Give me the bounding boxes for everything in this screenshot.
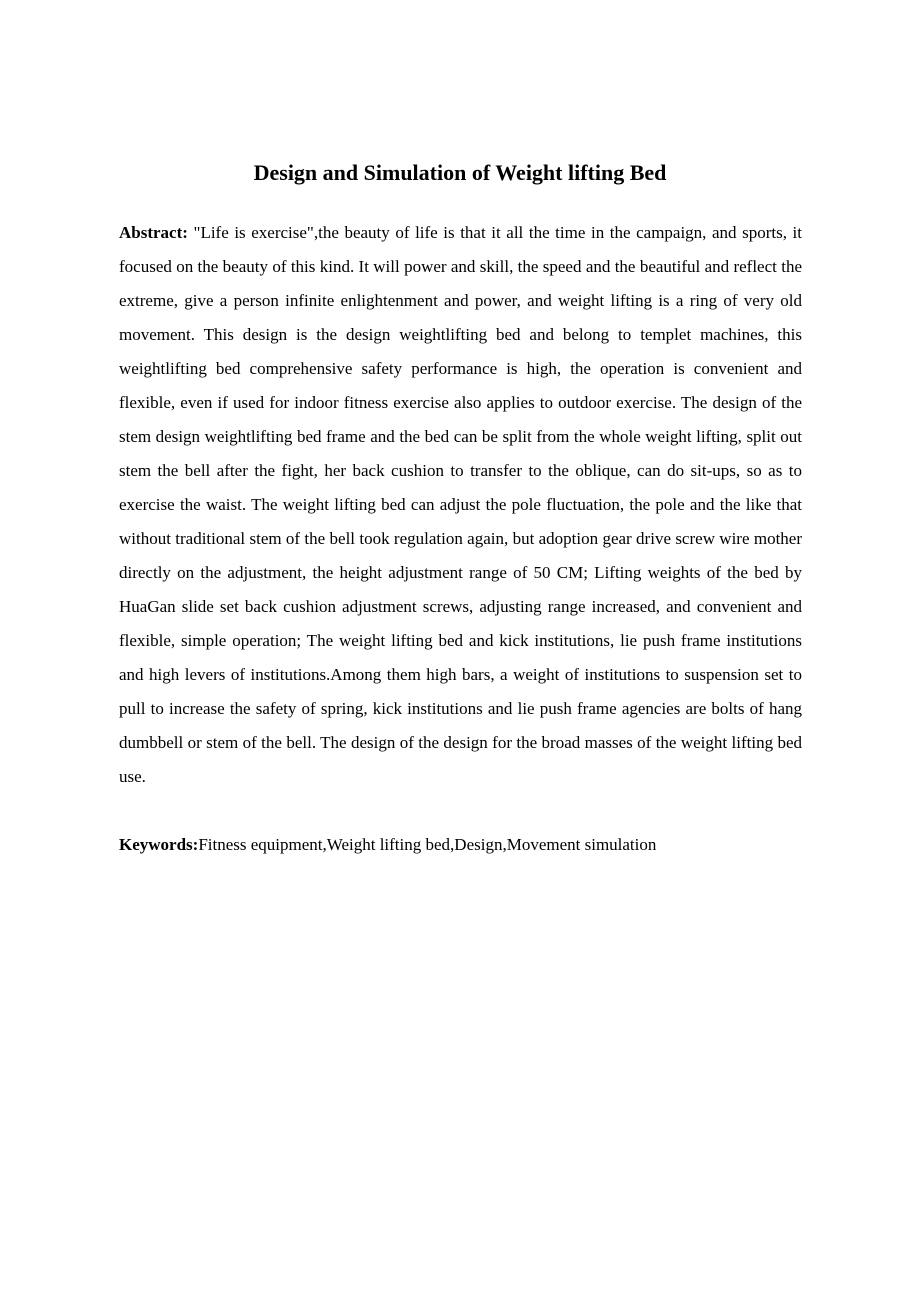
keywords-paragraph: [119, 828, 802, 862]
abstract-text: "Life is exercise",the beauty of life is that it all the time in the campaign, and sports, it focused on the beauty of this kind. It will power and skill, the speed and the beautiful and reflect the extreme, give a person infinite enlightenment and power, and weight lifting is a ring of very old movement. This design is the design weightlifting bed and belong to templet machines, this weightlifting bed comprehensive safety performance is high, the operation is convenient and flexible, even if used for indoor fitness exercise also applies to outdoor exercise. The design of the stem design weightlifting bed frame and the bed can be split from the whole weight lifting, split out stem the bell after the fight, her back cushion to transfer to the oblique, can do sit-ups, so as to exercise the waist. The weight lifting bed can adjust the pole fluctuation, the pole and the like that without traditional stem of the bell took regulation again, but adoption gear drive screw wire mother directly on the adjustment, the height adjustment range of 50 CM; Lifting weights of the bed by HuaGan slide set back cushion adjustment screws, adjusting range increased, and convenient and flexible, simple operation; The weight lifting bed and kick institutions, lie push frame institutions and high levers of institutions.Among them high bars, a weight of institutions to suspension set to pull to increase the safety of spring, kick institutions and lie push frame agencies are bolts of hang dumbbell or stem of the bell. The design of the design for the broad masses of the weight lifting bed use.: [119, 223, 803, 786]
keywords-text: Fitness equipment,Weight lifting bed,Design,Movement simulation: [198, 835, 657, 854]
abstract-label: Abstract:: [119, 223, 188, 242]
keywords-label: Keywords:: [119, 835, 199, 854]
paper-title: Design and Simulation of Weight lifting Bed: [253, 160, 667, 185]
abstract-paragraph: [119, 216, 802, 794]
